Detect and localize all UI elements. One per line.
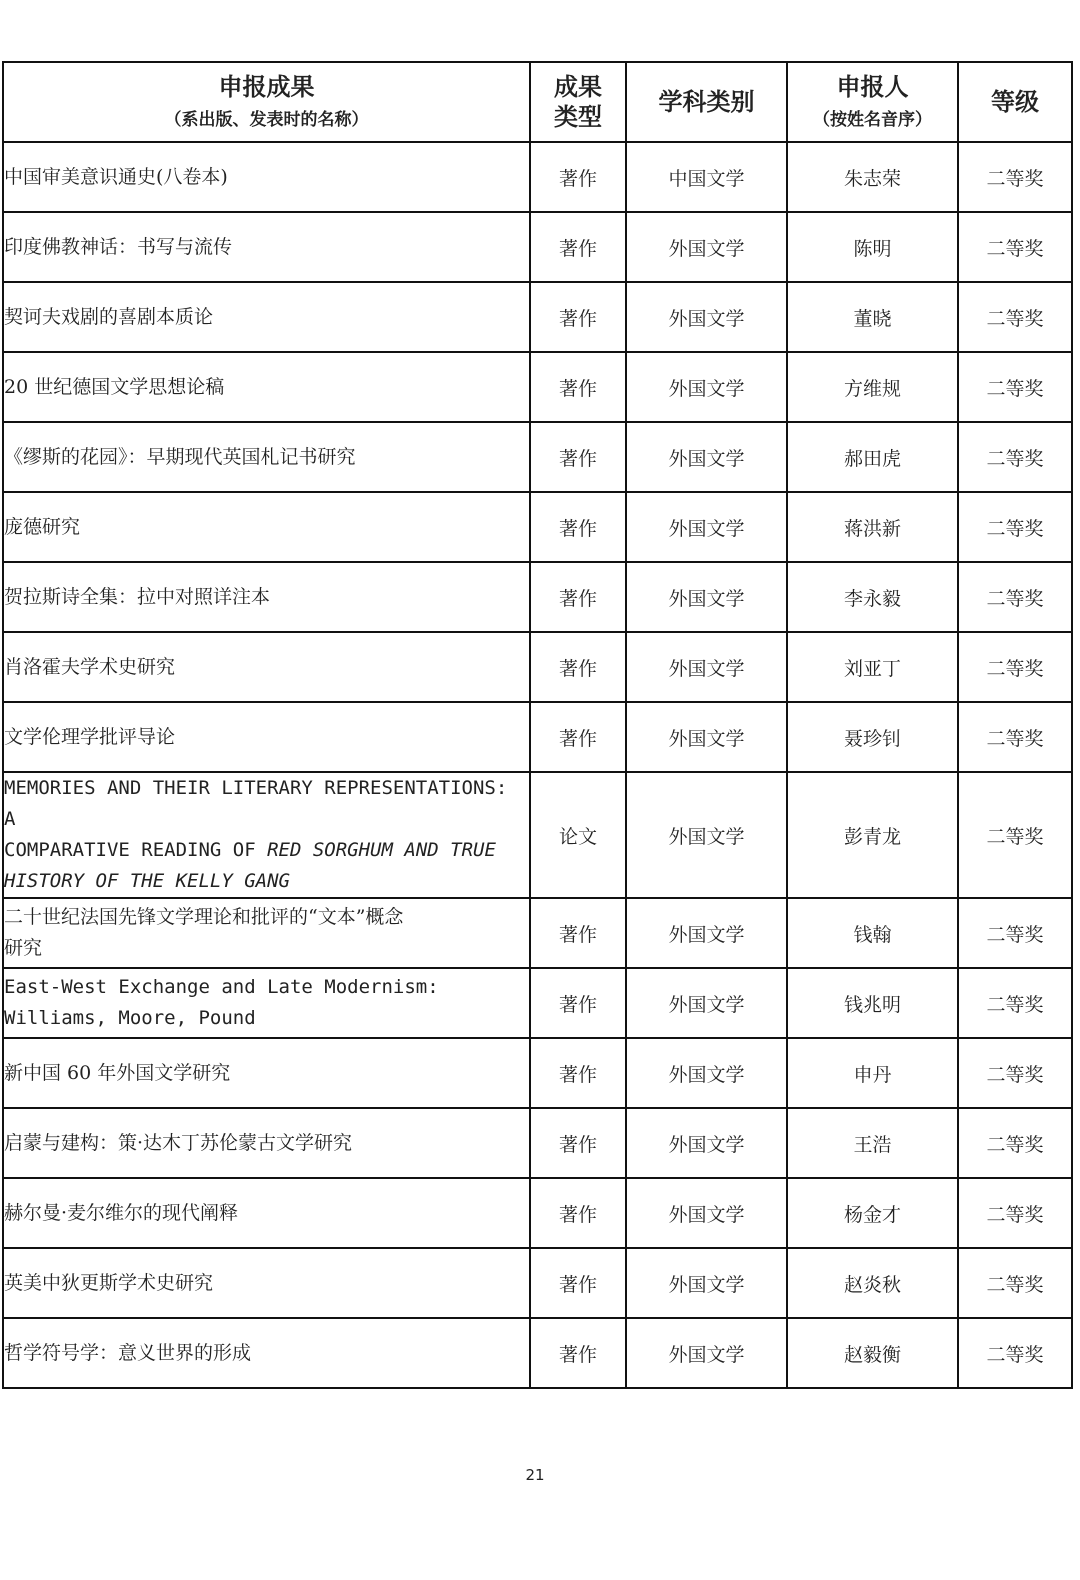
result-title-line: 二十世纪法国先锋文学理论和批评的“文本”概念: [4, 906, 404, 928]
awards-table: [2, 61, 1073, 1389]
result-type: 著作: [530, 142, 626, 212]
grade: 二等奖: [958, 1038, 1072, 1108]
result-title: 赫尔曼·麦尔维尔的现代阐释: [3, 1178, 530, 1248]
header-applicant: [787, 62, 958, 142]
discipline: 外国文学: [626, 702, 787, 772]
applicant: 方维规: [787, 352, 958, 422]
header-discipline: [626, 62, 787, 142]
applicant: 赵毅衡: [787, 1318, 958, 1388]
table-row: [3, 1318, 1072, 1388]
result-type: 著作: [530, 702, 626, 772]
discipline: 外国文学: [626, 632, 787, 702]
discipline: 外国文学: [626, 898, 787, 968]
result-title-italic: HISTORY OF THE KELLY GANG: [4, 870, 290, 892]
discipline: 外国文学: [626, 1318, 787, 1388]
result-title-line: 研究: [4, 937, 43, 959]
result-title-line: MEMORIES AND THEIR LITERARY REPRESENTATIONS: A: [4, 777, 508, 830]
grade: 二等奖: [958, 968, 1072, 1038]
result-title: 20 世纪德国文学思想论稿: [3, 352, 530, 422]
applicant: 王浩: [787, 1108, 958, 1178]
applicant: 聂珍钊: [787, 702, 958, 772]
result-title: 契诃夫戏剧的喜剧本质论: [3, 282, 530, 352]
result-type: 著作: [530, 562, 626, 632]
discipline: 外国文学: [626, 1108, 787, 1178]
table-row: [3, 772, 1072, 898]
header-result-main: 申报成果: [218, 73, 315, 101]
header-applicant-main: 申报人: [836, 73, 909, 101]
table-row: [3, 632, 1072, 702]
table-row: [3, 422, 1072, 492]
grade: 二等奖: [958, 702, 1072, 772]
grade: 二等奖: [958, 772, 1072, 898]
applicant: 钱翰: [787, 898, 958, 968]
grade: 二等奖: [958, 898, 1072, 968]
applicant: 李永毅: [787, 562, 958, 632]
applicant: 朱志荣: [787, 142, 958, 212]
discipline: 外国文学: [626, 562, 787, 632]
result-title: 肖洛霍夫学术史研究: [3, 632, 530, 702]
header-result-sub: （系出版、发表时的名称）: [164, 110, 369, 130]
table-row: [3, 282, 1072, 352]
result-type: 著作: [530, 1178, 626, 1248]
table-row: [3, 1038, 1072, 1108]
applicant: 陈明: [787, 212, 958, 282]
result-title: 庞德研究: [3, 492, 530, 562]
result-type: 著作: [530, 898, 626, 968]
header-type: [530, 62, 626, 142]
grade: 二等奖: [958, 1318, 1072, 1388]
header-result: [3, 62, 530, 142]
result-title: [3, 968, 530, 1038]
result-type: 著作: [530, 632, 626, 702]
grade: 二等奖: [958, 1248, 1072, 1318]
applicant: 赵炎秋: [787, 1248, 958, 1318]
header-applicant-sub: （按姓名音序）: [813, 110, 932, 130]
grade: 二等奖: [958, 282, 1072, 352]
applicant: 申丹: [787, 1038, 958, 1108]
result-type: 著作: [530, 492, 626, 562]
result-title: 中国审美意识通史(八卷本): [3, 142, 530, 212]
discipline: 外国文学: [626, 1038, 787, 1108]
table-row: [3, 968, 1072, 1038]
grade: 二等奖: [958, 212, 1072, 282]
discipline: 外国文学: [626, 772, 787, 898]
result-title: 《缪斯的花园》：早期现代英国札记书研究: [3, 422, 530, 492]
discipline: 外国文学: [626, 968, 787, 1038]
applicant: 杨金才: [787, 1178, 958, 1248]
header-type-line1: 成果: [554, 73, 602, 101]
discipline: 外国文学: [626, 422, 787, 492]
applicant: 蒋洪新: [787, 492, 958, 562]
discipline: 外国文学: [626, 352, 787, 422]
table-row: [3, 1108, 1072, 1178]
applicant: 刘亚丁: [787, 632, 958, 702]
grade: 二等奖: [958, 1108, 1072, 1178]
result-title: 贺拉斯诗全集：拉中对照详注本: [3, 562, 530, 632]
applicant: 彭青龙: [787, 772, 958, 898]
table-row: [3, 702, 1072, 772]
result-title: [3, 772, 530, 898]
result-type: 著作: [530, 1248, 626, 1318]
table-row: [3, 898, 1072, 968]
table-row: [3, 212, 1072, 282]
header-grade: [958, 62, 1072, 142]
applicant: 钱兆明: [787, 968, 958, 1038]
header-row: [3, 62, 1072, 142]
result-title-line: COMPARATIVE READING OF: [4, 839, 268, 861]
table-row: [3, 352, 1072, 422]
discipline: 外国文学: [626, 282, 787, 352]
page-number: 21: [525, 1466, 545, 1484]
grade: 二等奖: [958, 352, 1072, 422]
table-row: [3, 142, 1072, 212]
grade: 二等奖: [958, 492, 1072, 562]
result-title-line: Williams, Moore, Pound: [4, 1007, 256, 1029]
result-title: 哲学符号学：意义世界的形成: [3, 1318, 530, 1388]
grade: 二等奖: [958, 1178, 1072, 1248]
result-type: 著作: [530, 422, 626, 492]
header-type-line2: 类型: [554, 103, 602, 131]
table-row: [3, 492, 1072, 562]
result-type: 著作: [530, 968, 626, 1038]
header-grade-label: 等级: [991, 88, 1039, 116]
applicant: 董晓: [787, 282, 958, 352]
discipline: 外国文学: [626, 492, 787, 562]
discipline: 外国文学: [626, 1178, 787, 1248]
grade: 二等奖: [958, 562, 1072, 632]
table-row: [3, 562, 1072, 632]
result-title-italic: RED SORGHUM AND TRUE: [267, 839, 496, 861]
result-type: 著作: [530, 1318, 626, 1388]
table-row: [3, 1178, 1072, 1248]
result-title: 英美中狄更斯学术史研究: [3, 1248, 530, 1318]
grade: 二等奖: [958, 142, 1072, 212]
result-title: [3, 898, 530, 968]
result-type: 著作: [530, 1038, 626, 1108]
result-type: 著作: [530, 352, 626, 422]
result-type: 著作: [530, 1108, 626, 1178]
result-type: 著作: [530, 212, 626, 282]
result-title: 启蒙与建构：策·达木丁苏伦蒙古文学研究: [3, 1108, 530, 1178]
result-title: 新中国 60 年外国文学研究: [3, 1038, 530, 1108]
result-type: 著作: [530, 282, 626, 352]
result-type: 论文: [530, 772, 626, 898]
applicant: 郝田虎: [787, 422, 958, 492]
header-discipline-label: 学科类别: [658, 88, 755, 116]
result-title-line: East-West Exchange and Late Modernism:: [4, 976, 439, 998]
grade: 二等奖: [958, 632, 1072, 702]
table-row: [3, 1248, 1072, 1318]
discipline: 外国文学: [626, 212, 787, 282]
result-title: 文学伦理学批评导论: [3, 702, 530, 772]
result-title: 印度佛教神话：书写与流传: [3, 212, 530, 282]
discipline: 中国文学: [626, 142, 787, 212]
discipline: 外国文学: [626, 1248, 787, 1318]
grade: 二等奖: [958, 422, 1072, 492]
